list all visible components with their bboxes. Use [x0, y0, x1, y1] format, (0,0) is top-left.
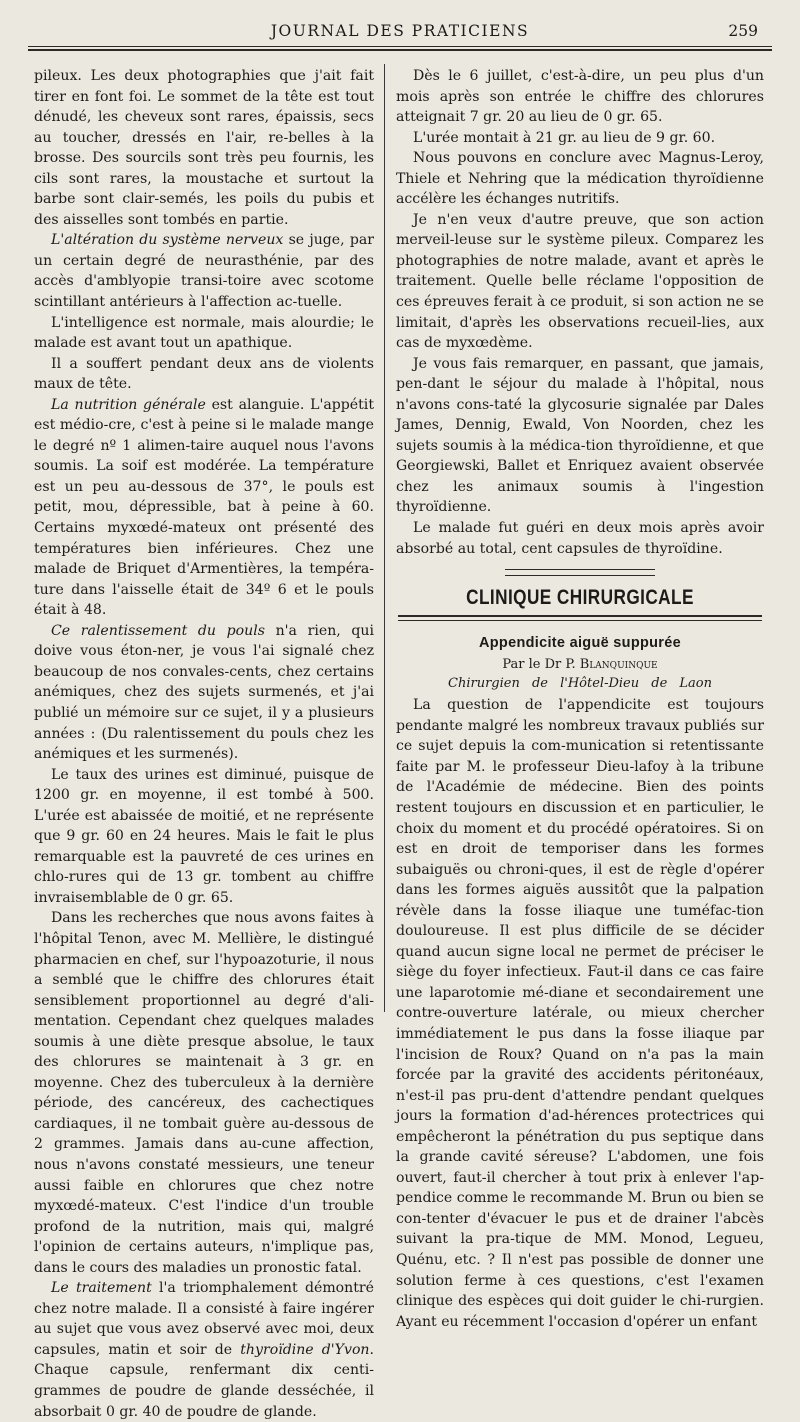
paragraph [396, 518, 764, 559]
text-run: pileux. Les deux photographies que j'ait fait tirer en font foi. Le sommet de la tête est tout dénudé, les cheveux sont rares, épaissis, secs au toucher, dressés en l'air, re-belles à la brosse. Des sourcils sont très peu fournis, les cils sont rares, la moustache et surtout la barbe sont clair-semés, les poils du pubis et des aisselles sont tombés en partie. [34, 68, 374, 228]
italic-phrase: thyroïdine d'Yvon [240, 1341, 370, 1358]
text-run: se juge, par un certain degré de neurasthénie, par des accès d'amblyopie transi-toire avec scotome scintillant antérieurs à l'affection ac-tuelle. [34, 232, 374, 311]
paragraph [34, 230, 374, 312]
text-run: Il a souffert pendant deux ans de violents maux de tête. [34, 355, 374, 393]
paragraph [34, 621, 374, 765]
end-of-article-rule [505, 569, 655, 576]
article-byline [396, 655, 764, 674]
text-run: L'urée montait à 21 gr. au lieu de 9 gr. 60. [413, 129, 716, 146]
running-header [28, 18, 772, 46]
italic-phrase: Le traitement [51, 1280, 152, 1297]
article-paragraphs [396, 695, 764, 1332]
paragraph [396, 354, 764, 518]
italic-phrase: La nutrition générale [51, 396, 206, 413]
paragraph [396, 695, 764, 1332]
paragraph [34, 765, 374, 909]
left-column-paragraphs [34, 66, 374, 1422]
right-column [396, 66, 764, 1332]
text-run: La question de l'appendicite est toujours pendante malgré les nombreux travaux publiés sur ce sujet depuis la com-munication si retentissante faite par M. le professeur Dieu-lafoy à la tribune de l'Académie de médecine. Bien des points restent toujours en discussion et en particulier, le choix du moment et du procédé opératoires. Si on est en droit de temporiser dans les formes subaiguës ou chroni-ques, il est de règle d'opérer dans les formes aiguës aussitôt que la palpation révèle dans la fosse iliaque une tuméfac-tion douloureuse. Il est plus difficile de se décider quand aucun signe local ne permet de préciser le siège du foyer infectieux. Faut-il dans ce cas faire une laparotomie mé-diane et secondairement une contre-ouverture latérale, ou mieux chercher immédiatement le pus dans la fosse iliaque par l'incision de Roux? Quand on n'a pas la main forcée par la gravité des accidents péritonéaux, n'est-il pas pru-dent d'attendre pendant quelques jours la formation d'ad-hérences protectrices qui empêcheront la pénétration du pus septique dans la grande cavité séreuse? L'abdomen, une fois ouvert, faut-il chercher à tout prix à enlever l'ap-pendice comme le recommande M. Brun ou bien se con-tenter d'évacuer le pus et de drainer l'abcès suivant la pra-tique de MM. Monod, Legueu, Quénu, etc. ? Il n'est pas possible de donner une solution ferme à ces questions, c'est l'examen clinique des espèces qui doit guider le chi-rurgien. Ayant eu récemment l'occasion d'opérer un enfant [396, 697, 764, 1330]
text-run: est alanguie. L'appétit est médio-cre, c'est à peine si le malade mange le degré nº 1 alimen-taire auquel nous l'avons soumis. La soif est modérée. La température est un peu au-dessous de 37°, le pouls est petit, mou, dépressible, bat à peine à 60. Certains myxœdé-mateux ont présenté des températures bien inférieures. Chez une malade de Briquet d'Armentières, la tempéra-ture dans l'aisselle était de 34º 6 et le pouls était à 48. [34, 396, 374, 619]
right-column-paragraphs [396, 66, 764, 559]
article-title: Appendicite aiguë suppurée [479, 634, 681, 651]
text-run: Nous pouvons en conclure avec Magnus-Leroy, Thiele et Nehring que la médication thyroïdienne accélère les échanges nutritifs. [396, 150, 764, 208]
page-number: 259 [728, 22, 758, 40]
text-run: Dans les recherches que nous avons faites à l'hôpital Tenon, avec M. Mellière, le distingué pharmacien en chef, sur l'hypoazoturie, il nous a semblé que le chiffre des chlorures était sensiblement proportionnel au degré d'ali-mentation. Cependant chez quelques malades soumis à une diète presque absolue, le taux des chlorures se maintenait à 3 gr. en moyenne. Chez des tuberculeux à la dernière période, des cancéreux, des cachectiques cardiaques, il ne tombait guère au-dessous de 2 grammes. Jamais dans au-cune affection, nous n'avons constaté messieurs, une teneur aussi faible en chlorures que chez notre myxœdé-mateux. C'est l'indice d'un trouble profond de la nutrition, mais qui, malgré l'opinion de certains auteurs, n'implique pas, dans le cours des maladies un pronostic fatal. [34, 910, 374, 1276]
paragraph [396, 66, 764, 128]
paragraph [34, 313, 374, 354]
column-divider [384, 64, 385, 1012]
italic-phrase: L'altération du système nerveux [51, 232, 284, 249]
text-run: Dès le 6 juillet, c'est-à-dire, un peu plus d'un mois après son entrée le chiffre des chlorures atteignait 7 gr. 20 au lieu de 0 gr. 65. [396, 68, 764, 126]
paragraph [34, 395, 374, 621]
author-name: Blanquinque [579, 657, 658, 673]
paragraph [396, 210, 764, 354]
paragraph [396, 128, 764, 149]
text-run: Le malade fut guéri en deux mois après avoir absorbé au total, cent capsules de thyroïdine. [396, 520, 764, 557]
text-run: Je n'en veux d'autre preuve, que son action merveil-leuse sur le système pileux. Comparez les photographies de notre malade, avant et après le traitement. Quelle belle réclame l'opposition de ces épreuves ferait à ce produit, si son action ne se limitait, d'après les observations recueil-lies, aux cas de myxœdème. [396, 211, 764, 352]
left-column [34, 66, 374, 1422]
journal-title: JOURNAL DES PRATICIENS [270, 22, 530, 40]
text-run: Le taux des urines est diminué, puisque de 1200 gr. en moyenne, il est tombé à 500. L'urée est abaissée de moitié, et ne représente que 9 gr. 60 en 24 heures. Mais le fait le plus remarquable est la pauvreté de ces urines en chlo-rures qui de 13 gr. tombent au chiffre invraisemblable de 0 gr. 65. [34, 766, 374, 906]
paragraph [396, 148, 764, 210]
paragraph [34, 66, 374, 230]
italic-phrase: Ce ralentissement du pouls [51, 622, 265, 639]
author-affiliation: Chirurgien de l'Hôtel-Dieu de Laon [448, 676, 712, 692]
text-run: Je vous fais remarquer, en passant, que jamais, pen-dant le séjour du malade à l'hôpital, nous n'avons cons-taté la glycosurie signalée par Dales James, Dennig, Ewald, Von Noorden, chez les sujets soumis à la médica-tion thyroïdienne, et que Georgiewski, Ballet et Enriquez avaient observée chez les animaux soumis à l'ingestion thyroïdienne. [396, 355, 764, 516]
byline-prefix: Par le Dr P. [502, 657, 576, 673]
paragraph [34, 354, 374, 395]
section-title: CLINIQUE CHIRURGICALE [466, 586, 694, 610]
section-rule [398, 615, 762, 621]
paragraph [34, 1278, 374, 1422]
text-run: . Chaque capsule, renfermant dix centi-grammes de poudre de glande desséchée, il absorbait 0 gr. 40 de poudre de glande. [34, 1341, 374, 1420]
text-run: L'intelligence est normale, mais alourdie; le malade est avant tout un apathique. [34, 314, 374, 352]
text-run: l'a triomphalement démontré chez notre malade. Il a consisté à faire ingérer au sujet que vous avez observé avec moi, deux capsules, matin et soir de [34, 1280, 374, 1358]
paragraph [34, 908, 374, 1278]
header-rule [28, 46, 772, 51]
text-run: n'a rien, qui doive vous éton-ner, je vous l'ai signalé chez beaucoup de nos convales-cents, chez certains anémiques, chez des sujets surmenés, et j'ai publié un mémoire sur ce sujet, il y a plusieurs années : (Du ralentissement du pouls chez les anémiques et les surmenés). [34, 622, 374, 763]
